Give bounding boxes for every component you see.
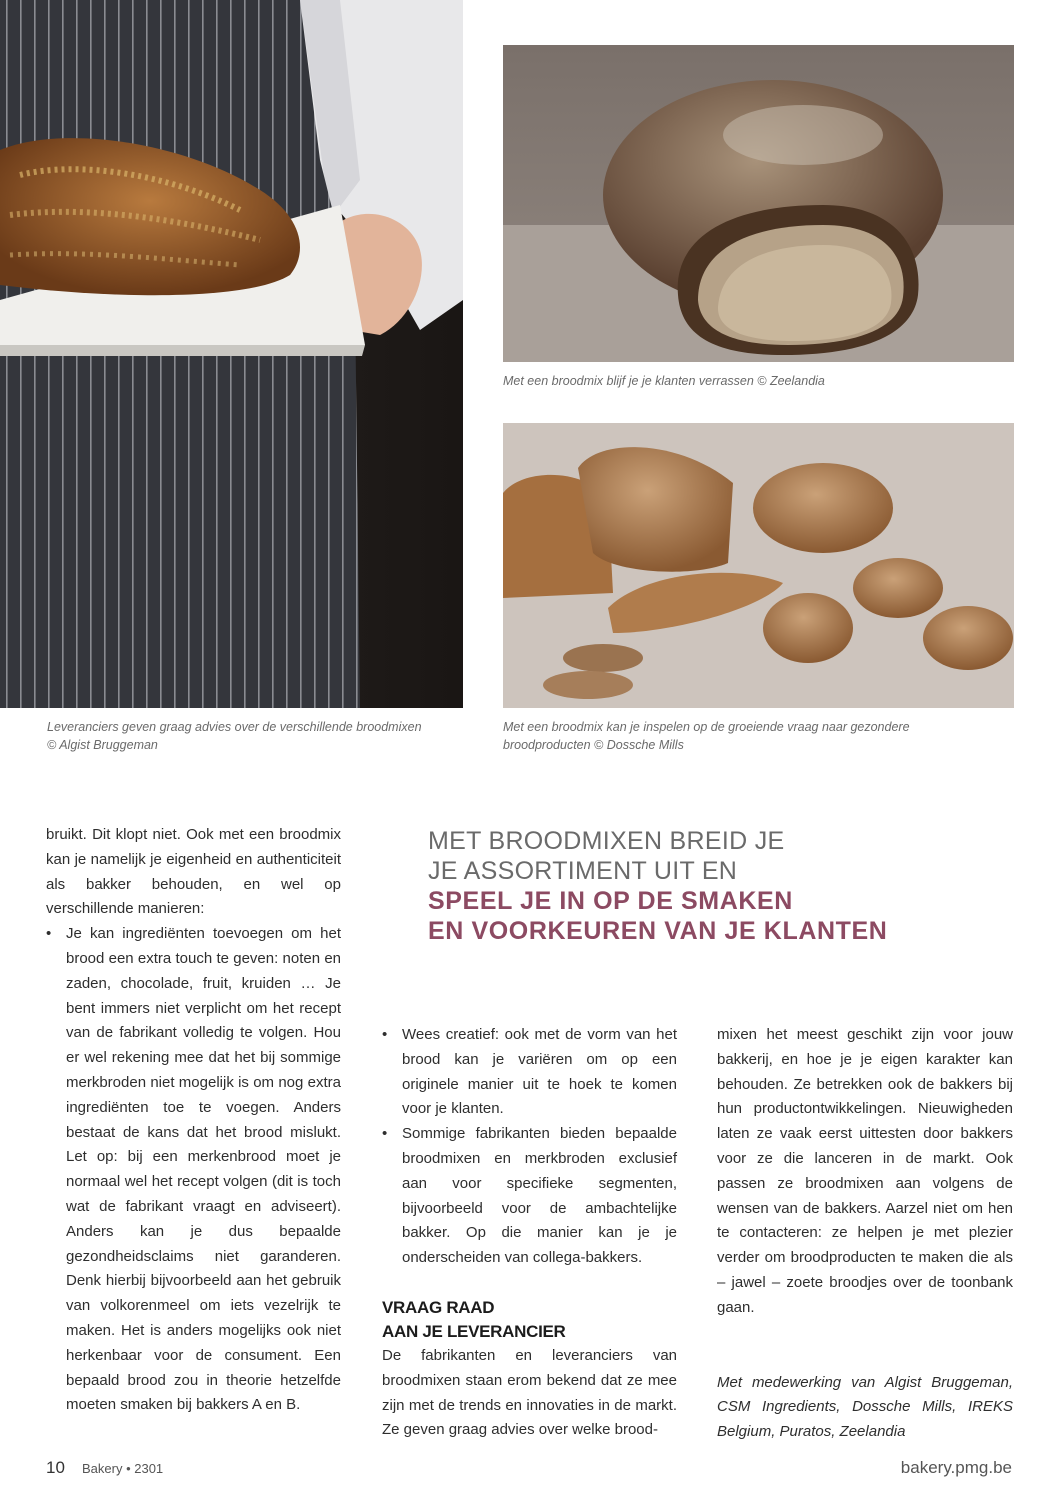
- magazine-issue: Bakery • 2301: [82, 1461, 164, 1476]
- caption-line: Met een broodmix kan je inspelen op de groeiende vraag naar gezondere: [503, 720, 910, 734]
- photo-caption-left: [47, 718, 422, 754]
- body-paragraph: bruikt. Dit klopt niet. Ook met een broodmix kan je namelijk je eigenheid en authenticiteit als bakker behouden, en wel op verschillende manieren:: [46, 826, 341, 918]
- bread-assortment-photo: [503, 423, 1014, 708]
- chef-holding-bread-photo: [0, 0, 463, 708]
- bullet-item: • Wees creatief: ook met de vorm van het brood kan je variëren om op een originele manier uit te hoek te komen voor je klanten.: [382, 1023, 677, 1122]
- headline-line-accent: EN VOORKEUREN VAN JE KLANTEN: [428, 917, 888, 945]
- caption-line: Leveranciers geven graag advies over de verschillende broodmixen: [47, 720, 422, 734]
- text-column-3: [717, 1023, 1013, 1445]
- bullet-list: [46, 922, 341, 1418]
- subheading-line: AAN JE LEVERANCIER: [382, 1321, 566, 1341]
- round-seeded-loaf-photo: [503, 45, 1014, 362]
- pull-quote-headline: [428, 826, 988, 946]
- text-column-2: [382, 1023, 677, 1443]
- photo-caption-right: [503, 718, 910, 754]
- section-subheading: [382, 1296, 677, 1344]
- body-paragraph: De fabrikanten en leveranciers van broodmixen staan erom bekend dat ze mee zijn met de trends en innovaties in de markt. Ze geven graag advies over welke brood-: [382, 1346, 677, 1439]
- headline-line: MET BROODMIXEN BREID JE: [428, 827, 785, 855]
- bullet-item: • Je kan ingrediënten toevoegen om het brood een extra touch te geven: noten en zaden, chocolade, fruit, kruiden … Je bent immers niet verplicht om het recept van de fabrikant volledig te volgen. Hou er wel rekening mee dat het bij sommige merkbroden niet mogelijk is om nog extra ingrediënten toe te voegen. Anders bestaat de kans dat het brood mislukt. Let op: bij een merkenbrood moet je normaal wel het recept volgen (dit is toch wat de fabrikant vraagt en adviseert). Anders kan je dus bepaalde gezondheidsclaims niet garanderen. Denk hierbij bijvoorbeeld aan het gebruik van volkorenmeel om iets vezelrijk te maken. Het is anders mogelijks ook niet herkenbaar voor de consument. Een bepaald brood zou in theorie hetzelfde moeten smaken bij bakkers A en B.: [46, 922, 341, 1418]
- body-paragraph: mixen het meest geschikt zijn voor jouw bakkerij, en hoe je je eigen karakter kan behouden. Ze betrekken ook de bakkers bij hun productontwikkelingen. Nieuwigheden laten ze vaak eerst uittesten door bakkers voor ze die lanceren in de markt. Ook passen ze broodmixen aan volgens de wensen van de bakkers. Aarzel niet om hen te contacteren: ze helpen je met plezier verder om broodproducten te maken die als – jawel – zoete broodjes over de toonbank gaan.: [717, 1026, 1013, 1316]
- photo-caption: Met een broodmix blijf je je klanten verrassen © Zeelandia: [503, 374, 825, 388]
- headline-line: JE ASSORTIMENT UIT EN: [428, 857, 738, 885]
- subheading-line: VRAAG RAAD: [382, 1297, 495, 1317]
- credits-note: Met medewerking van Algist Bruggeman, CSM Ingredients, Dossche Mills, IREKS Belgium, Puratos, Zeelandia: [717, 1373, 1013, 1441]
- website-link[interactable]: bakery.pmg.be: [900, 1458, 1012, 1477]
- caption-line: © Algist Bruggeman: [47, 738, 158, 752]
- text-column-1: [46, 823, 341, 1418]
- bullet-item: • Sommige fabrikanten bieden bepaalde broodmixen en merkbroden exclusief aan voor specifieke segmenten, bijvoorbeeld voor de ambachtelijke bakker. Op die manier kan je je onderscheiden van collega-bakkers.: [382, 1122, 677, 1271]
- headline-line-accent: SPEEL JE IN OP DE SMAKEN: [428, 887, 793, 915]
- caption-line: broodproducten © Dossche Mills: [503, 738, 684, 752]
- bullet-list: [382, 1023, 677, 1271]
- page-number: 10: [46, 1458, 65, 1477]
